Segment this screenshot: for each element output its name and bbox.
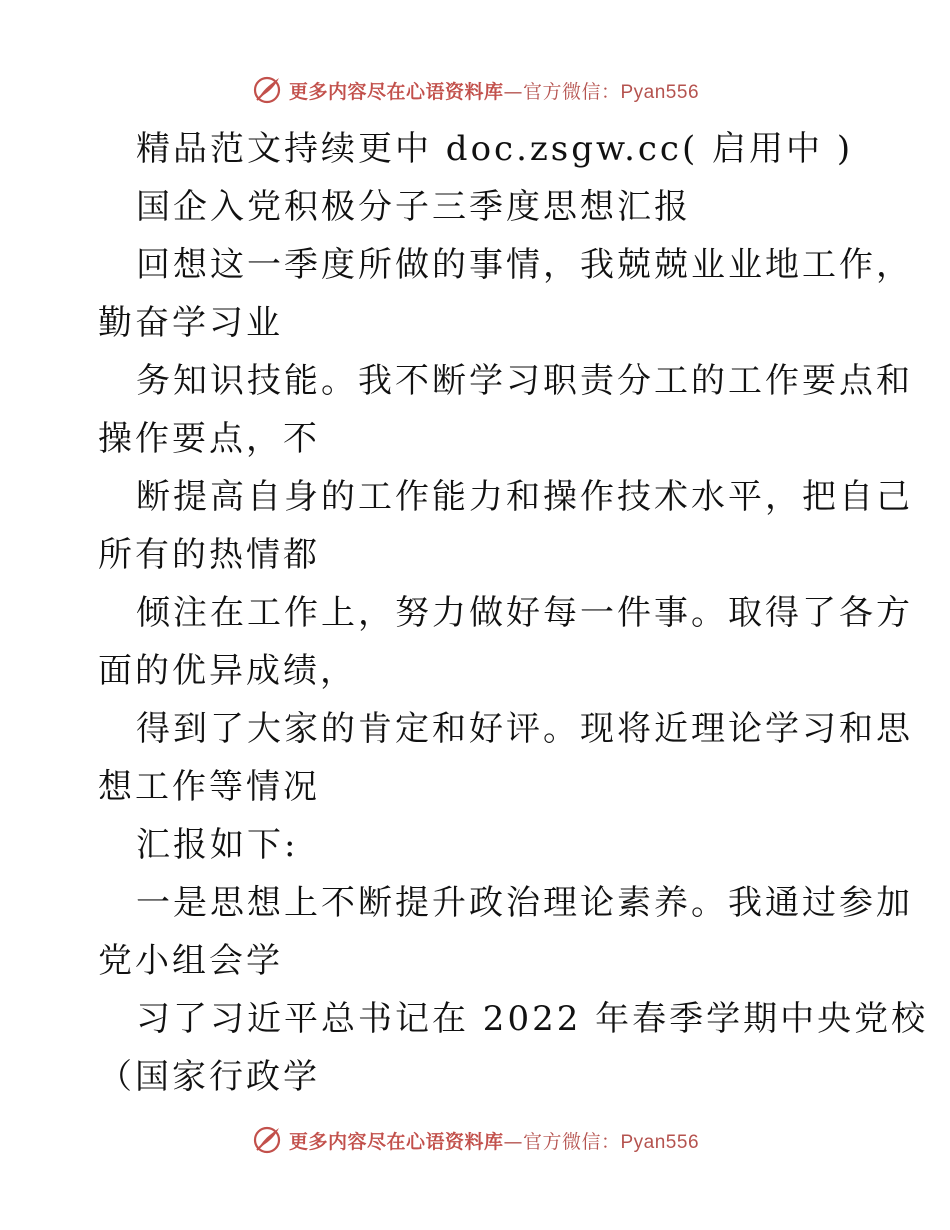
body-line: 面的优异成绩， <box>98 651 357 691</box>
banner-dash: — <box>503 1130 523 1153</box>
body-line: 勤奋学习业 <box>98 303 283 343</box>
body-line: 汇报如下: <box>136 825 299 865</box>
body-line: 断提高自身的工作能力和操作技术水平，把自己 <box>136 477 913 517</box>
banner-brand: 更多内容尽在心语资料库 <box>288 1130 504 1153</box>
document-body <box>98 120 929 1106</box>
banner-label: 官方微信： <box>522 80 621 103</box>
body-line: （国家行政学 <box>98 1057 320 1097</box>
banner-text <box>289 1127 699 1154</box>
body-line: 想工作等情况 <box>98 767 320 807</box>
body-line: 回想这一季度所做的事情，我兢兢业业地工作， <box>136 245 913 285</box>
site-note-line: 精品范文持续更中 doc.zsgw.cc( 启用中 ) <box>136 129 854 169</box>
body-line: 倾注在工作上，努力做好每一件事。取得了各方 <box>136 593 913 633</box>
banner-label: 官方微信： <box>522 1130 621 1153</box>
banner-brand: 更多内容尽在心语资料库 <box>288 80 504 103</box>
body-line: 党小组会学 <box>98 941 283 981</box>
banner-text <box>289 77 699 104</box>
body-line: 务知识技能。我不断学习职责分工的工作要点和 <box>136 361 913 401</box>
quill-logo-icon <box>251 74 283 106</box>
header-watermark-banner <box>0 70 950 110</box>
footer-watermark-banner <box>0 1120 950 1160</box>
document-title: 国企入党积极分子三季度思想汇报 <box>136 187 691 227</box>
body-line: 所有的热情都 <box>98 535 320 575</box>
body-line: 操作要点，不 <box>98 419 320 459</box>
banner-dash: — <box>503 80 523 103</box>
banner-handle: Pyan556 <box>620 81 700 103</box>
body-line: 一是思想上不断提升政治理论素养。我通过参加 <box>136 883 913 923</box>
body-line: 习了习近平总书记在 2022 年春季学期中央党校 <box>136 999 929 1039</box>
body-line: 得到了大家的肯定和好评。现将近理论学习和思 <box>136 709 913 749</box>
quill-logo-icon <box>251 1124 283 1156</box>
banner-handle: Pyan556 <box>620 1131 700 1153</box>
